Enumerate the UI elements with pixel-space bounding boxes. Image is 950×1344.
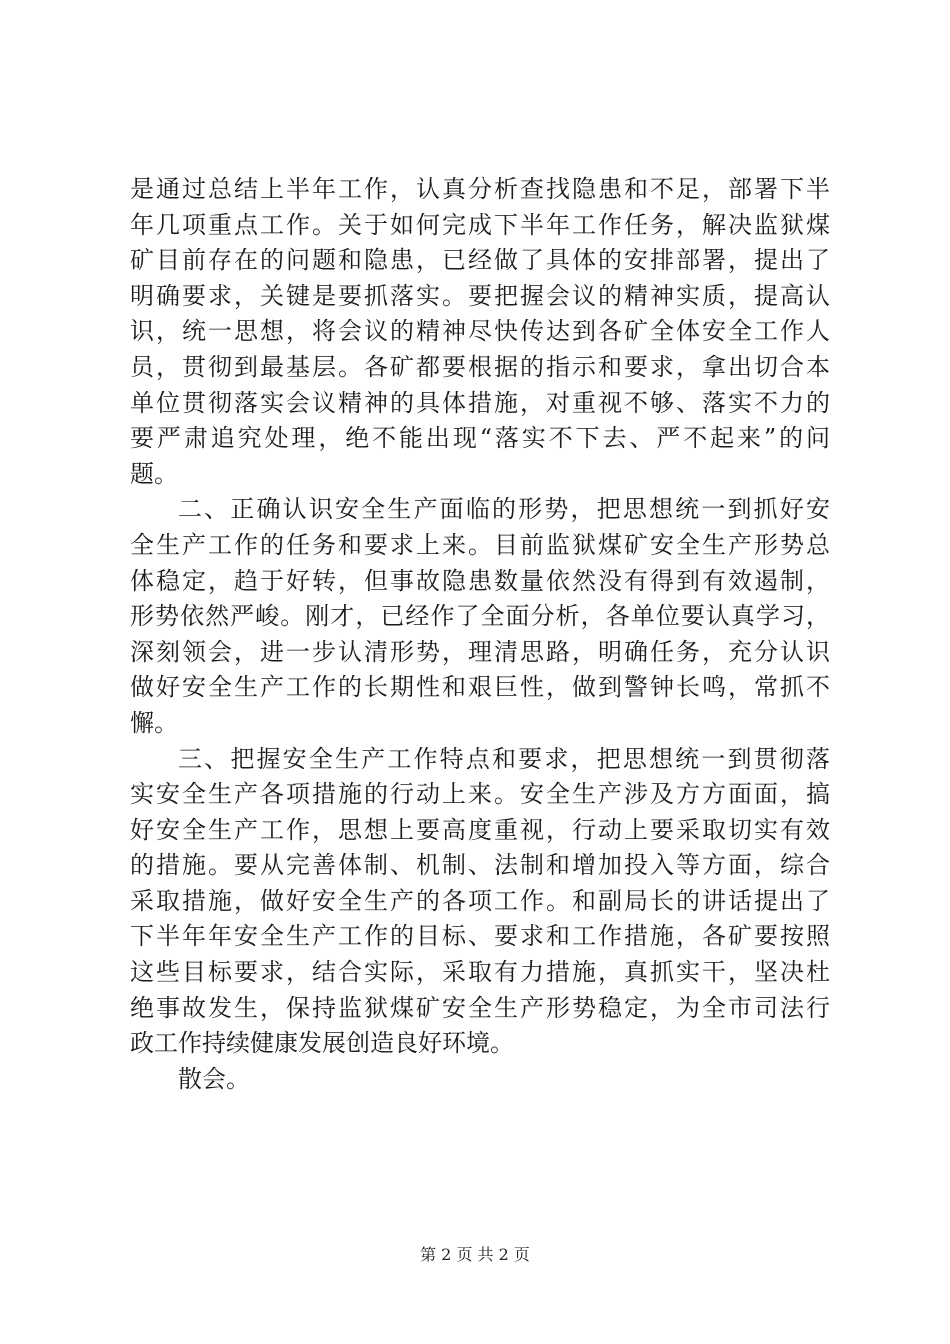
text-line: 全生产工作的任务和要求上来。目前监狱煤矿安全生产形势总	[130, 530, 830, 559]
text-line: 识，统一思想，将会议的精神尽快传达到各矿全体安全工作人	[130, 317, 830, 346]
text-line: 员，贯彻到最基层。各矿都要根据的指示和要求，拿出切合本	[130, 352, 830, 381]
text-line: 明确要求，关键是要抓落实。要把握会议的精神实质，提高认	[130, 281, 830, 310]
text-line: 绝事故发生，保持监狱煤矿安全生产形势稳定，为全市司法行	[130, 993, 830, 1022]
text-line: 题。	[130, 459, 178, 488]
text-line: 好安全生产工作，思想上要高度重视，行动上要采取切实有效	[130, 815, 830, 844]
text-line: 这些目标要求，结合实际，采取有力措施，真抓实干，坚决杜	[130, 958, 830, 987]
text-line: 的措施。要从完善体制、机制、法制和增加投入等方面，综合	[130, 851, 830, 880]
text-line: 二、正确认识安全生产面临的形势，把思想统一到抓好安	[178, 495, 830, 524]
paragraph-3	[130, 742, 830, 1062]
text-line: 三、把握安全生产工作特点和要求，把思想统一到贯彻落	[178, 744, 830, 773]
text-line: 矿目前存在的问题和隐患，已经做了具体的安排部署，提出了	[130, 246, 830, 275]
text-line: 做好安全生产工作的长期性和艰巨性，做到警钟长鸣，常抓不	[130, 673, 830, 702]
text-line: 单位贯彻落实会议精神的具体措施，对重视不够、落实不力的	[130, 388, 830, 417]
text-line: 政工作持续健康发展创造良好环境。	[130, 1029, 514, 1058]
text-line: 深刻领会，进一步认清形势，理清思路，明确任务，充分认识	[130, 637, 830, 666]
text-line: 采取措施，做好安全生产的各项工作。和副局长的讲话提出了	[130, 886, 830, 915]
text-line: 懈。	[130, 708, 178, 737]
text-line: 形势依然严峻。刚才，已经作了全面分析，各单位要认真学习，	[130, 602, 830, 631]
paragraph-2	[130, 492, 830, 741]
text-line: 要严肃追究处理，绝不能出现“落实不下去、严不起来”的问	[130, 424, 830, 453]
text-line: 年几项重点工作。关于如何完成下半年工作任务，解决监狱煤	[130, 210, 830, 239]
text-line: 体稳定，趋于好转，但事故隐患数量依然没有得到有效遏制，	[130, 566, 830, 595]
text-line: 是通过总结上半年工作，认真分析查找隐患和不足，部署下半	[130, 175, 830, 203]
text-line: 散会。	[178, 1064, 250, 1093]
page-number-footer: 第 2 页 共 2 页	[420, 1245, 530, 1264]
text-line: 下半年年安全生产工作的目标、要求和工作措施，各矿要按照	[130, 922, 830, 951]
text-line: 实安全生产各项措施的行动上来。安全生产涉及方方面面，搞	[130, 780, 830, 809]
paragraph-1	[130, 172, 830, 492]
body-text	[130, 172, 830, 1097]
paragraph-4	[130, 1062, 830, 1098]
